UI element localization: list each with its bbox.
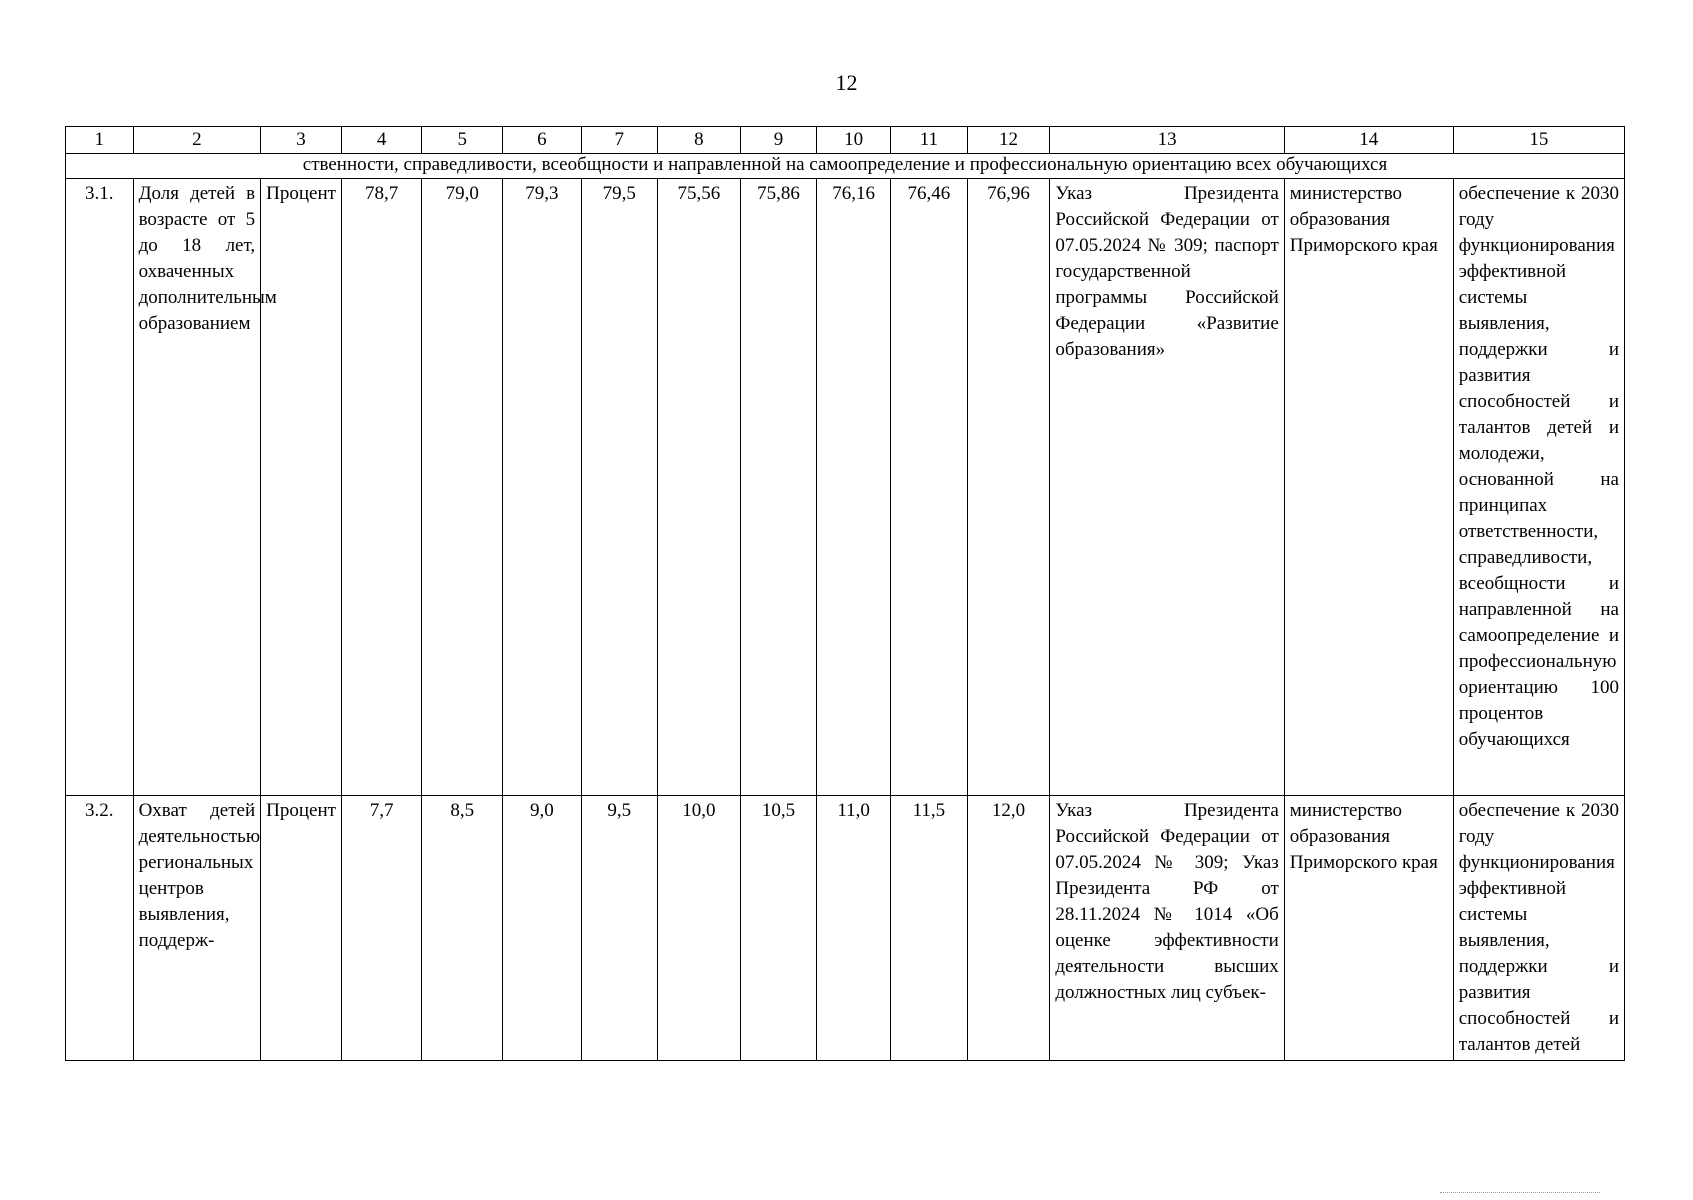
goal-cell: обеспечение к 2030 году функционирования эффективной системы выявления, поддержки и развития способностей и талантов детей <box>1453 796 1624 1061</box>
column-header: 14 <box>1284 127 1453 154</box>
column-header: 1 <box>66 127 134 154</box>
column-header: 15 <box>1453 127 1624 154</box>
footer-dotted-line <box>1440 1192 1600 1193</box>
column-header: 8 <box>657 127 740 154</box>
value-cell: 75,86 <box>740 179 816 796</box>
indicator-table <box>65 126 1625 1061</box>
indicator-name: Доля детей в возрасте от 5 до 18 лет, охваченных дополнительным образованием <box>133 179 261 796</box>
column-header: 10 <box>817 127 891 154</box>
column-header: 12 <box>967 127 1050 154</box>
value-cell: 79,5 <box>581 179 657 796</box>
column-header: 13 <box>1050 127 1284 154</box>
column-header: 9 <box>740 127 816 154</box>
value-cell: 76,46 <box>891 179 967 796</box>
section-row <box>66 154 1625 179</box>
value-cell: 11,5 <box>891 796 967 1061</box>
value-cell: 79,0 <box>422 179 503 796</box>
section-heading-continuation: ственности, справедливости, всеобщности и направленной на самоопределение и профессиональную ориентацию всех обучающихся <box>66 154 1625 179</box>
value-cell: 9,5 <box>581 796 657 1061</box>
value-cell: 8,5 <box>422 796 503 1061</box>
value-cell: 9,0 <box>503 796 581 1061</box>
column-header: 6 <box>503 127 581 154</box>
value-cell: 76,96 <box>967 179 1050 796</box>
table-row <box>66 796 1625 1061</box>
responsible-cell: министерство образования Приморского края <box>1284 796 1453 1061</box>
unit-cell: Процент <box>261 796 342 1061</box>
value-cell: 10,5 <box>740 796 816 1061</box>
value-cell: 76,16 <box>817 179 891 796</box>
column-header: 3 <box>261 127 342 154</box>
column-header: 11 <box>891 127 967 154</box>
row-number: 3.1. <box>66 179 134 796</box>
value-cell: 12,0 <box>967 796 1050 1061</box>
column-header: 2 <box>133 127 261 154</box>
indicator-name: Охват детей деятельностью региональных центров выявления, поддерж- <box>133 796 261 1061</box>
column-number-row <box>66 127 1625 154</box>
value-cell: 79,3 <box>503 179 581 796</box>
goal-cell: обеспечение к 2030 году функционирования эффективной системы выявления, поддержки и развития способностей и талантов детей и молодежи, основанной на принципах ответственности, справедливости, всеобщности и направленной на самоопределение и профессиональную ориентацию 100 процентов обучающихся <box>1453 179 1624 796</box>
page-number: 12 <box>835 70 858 95</box>
table-row <box>66 179 1625 796</box>
legal-basis-cell: Указ Президента Российской Федерации от 07.05.2024 № 309; Указ Президента РФ от 28.11.2024 № 1014 «Об оценке эффективности деятельности высших должностных лиц субъек- <box>1050 796 1284 1061</box>
value-cell: 78,7 <box>341 179 422 796</box>
value-cell: 10,0 <box>657 796 740 1061</box>
column-header: 7 <box>581 127 657 154</box>
value-cell: 11,0 <box>817 796 891 1061</box>
value-cell: 7,7 <box>341 796 422 1061</box>
row-number: 3.2. <box>66 796 134 1061</box>
responsible-cell: министерство образования Приморского края <box>1284 179 1453 796</box>
legal-basis-cell: Указ Президента Российской Федерации от 07.05.2024 № 309; паспорт государственной программы Российской Федерации «Развитие образования» <box>1050 179 1284 796</box>
value-cell: 75,56 <box>657 179 740 796</box>
unit-cell: Процент <box>261 179 342 796</box>
column-header: 5 <box>422 127 503 154</box>
column-header: 4 <box>341 127 422 154</box>
